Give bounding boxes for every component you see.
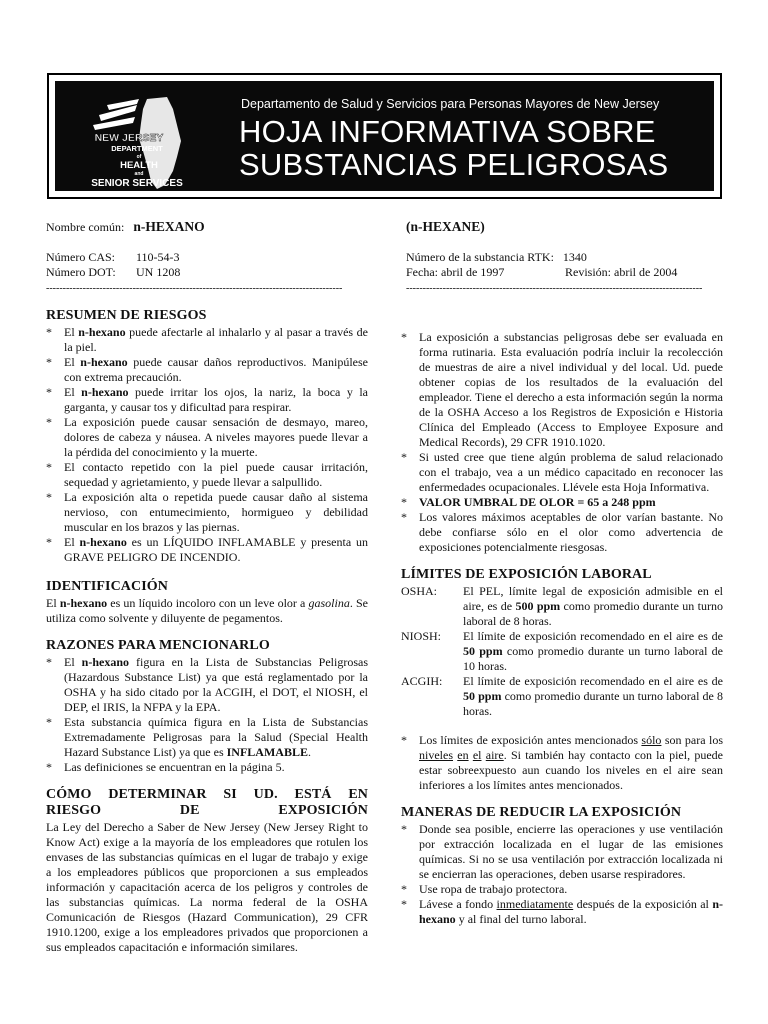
- page-title: [239, 115, 668, 181]
- summary-item: * El n-hexano puede irritar los ojos, la nariz, la boca y la garganta, y causar tos y dificultad para respirar.: [46, 385, 368, 414]
- evaluation-item: * Si usted cree que tiene algún problema de salud relacionado con el trabajo, vea a un médico capacitado en reconocer las enfermedades ocupacionales. Llévele esta Hoja Informativa.: [401, 450, 723, 494]
- determine-heading: CÓMO DETERMINAR SI UD. ESTÁ EN RIESGO DE EXPOSICIÓN: [46, 787, 368, 818]
- summary-item: * El n-hexano es un LÍQUIDO INFLAMABLE y presenta un GRAVE PELIGRO DE INCENDIO.: [46, 535, 368, 564]
- reason-item: * Esta substancia química figura en la Lista de Substancias Extremadamente Peligrosas para la Salud (Special Health Hazard Substance List) ya que es INFLAMABLE.: [46, 715, 368, 759]
- common-name-label: Nombre común:: [46, 220, 125, 234]
- common-name-value: n-HEXANO: [133, 219, 205, 234]
- cas-label: Número CAS:: [46, 250, 115, 264]
- limit-acgih: ACGIH: El límite de exposición recomendado en el aire es de 50 ppm como promedio durante un turno laboral de 8 horas.: [401, 674, 724, 718]
- summary-item: * La exposición puede causar sensación de desmayo, mareo, dolores de cabeza y náusea. A niveles mayores puede llevar a la pérdida del conocimiento y la muerte.: [46, 415, 368, 459]
- title-line-1: HOJA INFORMATIVA SOBRE: [239, 114, 656, 149]
- summary-item: * La exposición alta o repetida puede causar daño al sistema nervioso, con entumecimiento, hormigueo y debilidad muscular en los brazos y las piernas.: [46, 490, 368, 534]
- english-name-value: (n-HEXANE): [406, 219, 485, 234]
- rtk-label: Número de la substancia RTK:: [406, 250, 554, 264]
- header-box: [47, 73, 722, 199]
- nj-health-logo: [77, 95, 207, 191]
- odor-threshold: * VALOR UMBRAL DE OLOR = 65 a 248 ppm: [401, 495, 656, 509]
- left-column: [46, 308, 368, 955]
- reduce-item: * Donde sea posible, encierre las operaciones y use ventilación por extracción localizada en el lugar de las emisiones químicas. Si no se usa ventilación por extracción localizada ni se encierran las operaciones, deben usarse respiradores.: [401, 822, 723, 881]
- cas-row: [46, 250, 180, 265]
- title-line-2: SUBSTANCIAS PELIGROSAS: [239, 147, 669, 182]
- summary-item: * El contacto repetido con la piel puede causar irritación, sequedad y agrietamiento, y puede llevar a salpullido.: [46, 460, 368, 489]
- logo-text-2: DEPARTMENT: [111, 144, 163, 153]
- limit-osha: OSHA: El PEL, límite legal de exposición admisible en el aire, es de 500 ppm como promedio durante un turno laboral de 8 horas.: [401, 584, 723, 628]
- evaluation-item: * La exposición a substancias peligrosas debe ser evaluada en forma rutinaria. Esta evaluación podría incluir la recolección de muestras de aire a nivel individual y del local. Ud. puede obtener copias de los resultados de la evaluación del empleador. Tiene el derecho a esta información según la norma de la OSHA Acceso a los Registros de Exposición e Historia Clínica del Empleado (Access to Employee Exposure and Medical Records), 29 CFR 1910.1020.: [401, 330, 723, 449]
- identification-text: El n-hexano es un líquido incoloro con un leve olor a gasolina. Se utiliza como solvente y diluyente de pegamentos.: [46, 596, 368, 625]
- summary-item: * El n-hexano puede causar daños reproductivos. Manipúlese con extrema precaución.: [46, 355, 369, 384]
- date-label: Fecha:: [406, 265, 438, 279]
- cas-value: 110-54-3: [136, 250, 180, 264]
- limits-note: * Los límites de exposición antes mencionados sólo son para los niveles en el aire. Si también hay contacto con la piel, puede estar sobreexpuesto aun cuando los niveles en el aire sean inferiores a los límites antes mencionados.: [401, 733, 723, 792]
- limit-niosh: NIOSH: El límite de exposición recomendado en el aire es de 50 ppm como promedio durante un turno laboral de 10 horas.: [401, 629, 724, 673]
- logo-text-3: of: [136, 154, 142, 160]
- common-name-row: [46, 219, 205, 235]
- evaluation-item: * Los valores máximos aceptables de olor varían bastante. No debe confiarse sólo en el olor como advertencia de exposiciones potencialmente riesgosas.: [401, 510, 723, 554]
- reduce-item: * Use ropa de trabajo protectora.: [401, 882, 568, 896]
- reduce-item: * Lávese a fondo inmediatamente después de la exposición al n-hexano y al final del turno laboral.: [401, 897, 723, 926]
- reason-item: * El n-hexano figura en la Lista de Substancias Peligrosas (Hazardous Substance List) ya que está reglamentado por la OSHA y ha sido citado por la ACGIH, el DOT, el NIOSH, el DEP, el IRIS, la NFPA y la EPA.: [46, 655, 368, 714]
- logo-text-1: NEW JERSEY: [94, 132, 164, 144]
- english-name-row: [406, 219, 485, 235]
- date-value: abril de 1997: [441, 265, 505, 279]
- logo-text-6: SENIOR SERVICES: [91, 178, 183, 189]
- logo-text-4: HEALTH: [120, 160, 158, 171]
- summary-heading: RESUMEN DE RIESGOS: [46, 308, 207, 323]
- rtk-row: [406, 250, 587, 265]
- rtk-value: 1340: [562, 250, 587, 264]
- department-name: Departamento de Salud y Servicios para Personas Mayores de New Jersey: [241, 97, 660, 111]
- date-row: [406, 265, 677, 280]
- divider-right: -----------------------------------------------------------------------------------------: [406, 284, 703, 294]
- reason-item: * Las definiciones se encuentran en la página 5.: [46, 760, 285, 774]
- reduce-heading: MANERAS DE REDUCIR LA EXPOSICIÓN: [401, 805, 682, 820]
- dot-label: Número DOT:: [46, 265, 116, 279]
- limits-heading: LÍMITES DE EXPOSICIÓN LABORAL: [401, 567, 652, 582]
- determine-text: La Ley del Derecho a Saber de New Jersey (New Jersey Right to Know Act) exige a la mayoría de los empleadores que rotulen los envases de las substancias químicas en el lugar de trabajo y exige a los empleadores públicos que proporcionen a sus empleados información y capacitación acerca de los peligros y controles de las substancias químicas. La norma federal de la OSHA Comunicación de Riesgos (Hazard Communication), 29 CFR 1910.1200, exige a los empleadores privados que proporcionen a sus empleados capacitación e información similares.: [46, 820, 368, 954]
- identification-heading: IDENTIFICACIÓN: [46, 579, 168, 594]
- header-banner: [55, 81, 714, 191]
- right-column: [401, 330, 723, 927]
- logo-text-5: and: [134, 171, 144, 177]
- dot-value: UN 1208: [136, 265, 181, 279]
- summary-item: * El n-hexano puede afectarle al inhalarlo y al pasar a través de la piel.: [46, 325, 368, 354]
- revision-value: abril de 2004: [614, 265, 678, 279]
- dot-row: [46, 265, 180, 280]
- revision-label: Revisión:: [565, 265, 612, 279]
- reasons-heading: RAZONES PARA MENCIONARLO: [46, 638, 270, 653]
- divider-left: -----------------------------------------------------------------------------------------: [46, 284, 343, 294]
